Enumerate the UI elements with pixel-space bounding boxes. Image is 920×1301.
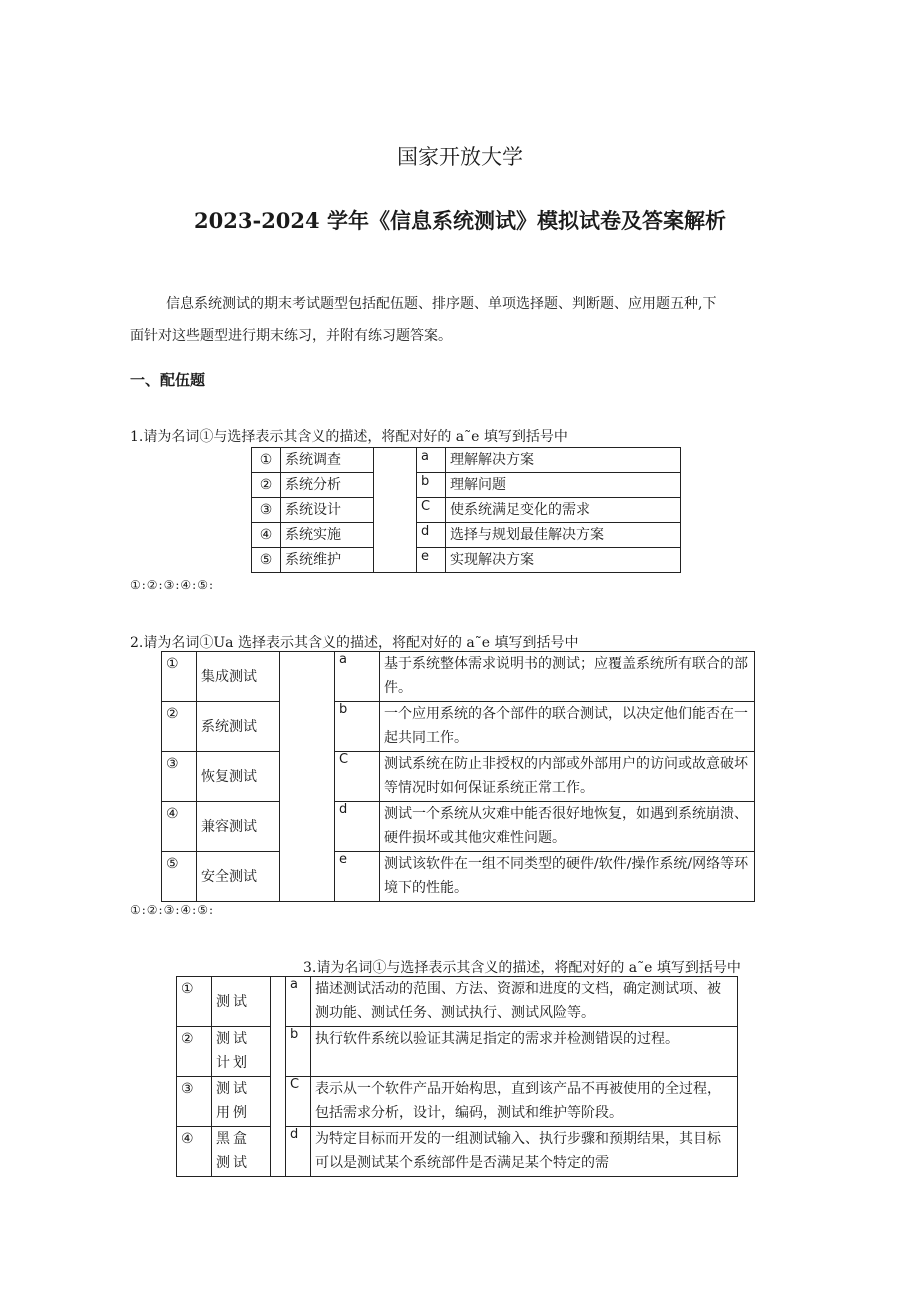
description-cell: 执行软件系统以验证其满足指定的需求并检测错误的过程。 — [311, 1027, 738, 1077]
term-text: 测试用例 — [216, 1081, 250, 1121]
option-letter: C — [286, 1077, 311, 1127]
item-number: ② — [252, 473, 281, 498]
description-cell: 使系统满足变化的需求 — [446, 498, 681, 523]
intro-line-2: 面针对这些题型进行期末练习，并附有练习题答案。 — [130, 328, 452, 344]
term-cell: 兼容测试 — [197, 802, 280, 852]
answer-gap — [374, 523, 417, 548]
description-cell: 实现解决方案 — [446, 548, 681, 573]
option-letter: d — [335, 802, 380, 852]
term-text: 测试 — [216, 993, 250, 1010]
option-letter: a — [286, 977, 311, 1027]
description-cell: 基于系统整体需求说明书的测试；应覆盖系统所有联合的部件。 — [380, 652, 755, 702]
item-number: ⑤ — [252, 548, 281, 573]
option-letter: b — [286, 1027, 311, 1077]
table-row — [177, 1127, 738, 1177]
option-letter: d — [286, 1127, 311, 1177]
description-cell: 描述测试活动的范围、方法、资源和进度的文档，确定测试项、被测功能、测试任务、测试执行、测试风险等。 — [311, 977, 738, 1027]
item-number: ② — [162, 702, 197, 752]
item-number: ④ — [162, 802, 197, 852]
answer-gap — [271, 977, 286, 1177]
table-row — [252, 498, 681, 523]
item-number: ① — [162, 652, 197, 702]
term-cell: 系统调查 — [281, 448, 374, 473]
description-cell: 为特定目标而开发的一组测试输入、执行步骤和预期结果，其目标可以是测试某个系统部件是否满足某个特定的需 — [311, 1127, 738, 1177]
question-1-table — [251, 447, 681, 573]
term-cell: 恢复测试 — [197, 752, 280, 802]
description-cell: 一个应用系统的各个部件的联合测试，以决定他们能否在一起共同工作。 — [380, 702, 755, 752]
item-number: ① — [177, 977, 212, 1027]
term-cell: 系统实施 — [281, 523, 374, 548]
question-2-prompt: 2.请为名词①Ua 选择表示其含义的描述，将配对好的 a˜e 填写到括号中 — [130, 635, 579, 651]
term-cell: 安全测试 — [197, 852, 280, 902]
term-cell: 系统测试 — [197, 702, 280, 752]
description-cell: 理解问题 — [446, 473, 681, 498]
exam-title: 2023-2024 学年《信息系统测试》模拟试卷及答案解析 — [194, 208, 726, 233]
option-letter: e — [335, 852, 380, 902]
option-letter: C — [417, 498, 446, 523]
question-2-table — [161, 651, 755, 902]
term-cell: 系统分析 — [281, 473, 374, 498]
answer-gap — [374, 548, 417, 573]
table-row — [252, 473, 681, 498]
answer-gap — [280, 652, 335, 902]
description-cell: 理解解决方案 — [446, 448, 681, 473]
option-letter: a — [417, 448, 446, 473]
term-cell: 系统维护 — [281, 548, 374, 573]
term-cell: 集成测试 — [197, 652, 280, 702]
answer-gap — [374, 473, 417, 498]
intro-paragraph — [130, 288, 780, 352]
term-text: 测试计划 — [216, 1031, 250, 1071]
table-row — [162, 702, 755, 752]
table-row — [252, 548, 681, 573]
option-letter: d — [417, 523, 446, 548]
intro-line-1: 信息系统测试的期末考试题型包括配伍题、排序题、单项选择题、判断题、应用题五种,下 — [166, 296, 717, 312]
option-letter: b — [417, 473, 446, 498]
question-3-table — [176, 976, 738, 1177]
answer-gap — [374, 448, 417, 473]
term-text: 黑盒测试 — [216, 1131, 250, 1171]
question-3-prompt: 3.请为名词①与选择表示其含义的描述，将配对好的 a˜e 填写到括号中 — [303, 960, 741, 976]
question-1-prompt: 1.请为名词①与选择表示其含义的描述，将配对好的 a˜e 填写到括号中 — [130, 429, 568, 445]
term-cell — [212, 1127, 271, 1177]
description-cell: 测试系统在防止非授权的内部或外部用户的访问或故意破坏等情况时如何保证系统正常工作。 — [380, 752, 755, 802]
question-1-answers: ①:②:③:④:⑤: — [130, 578, 215, 592]
term-cell — [212, 1077, 271, 1127]
description-cell: 测试该软件在一组不同类型的硬件/软件/操作系统/网络等环境下的性能。 — [380, 852, 755, 902]
item-number: ④ — [177, 1127, 212, 1177]
table-row — [252, 448, 681, 473]
item-number: ③ — [252, 498, 281, 523]
university-title: 国家开放大学 — [397, 145, 523, 169]
answer-gap — [374, 498, 417, 523]
item-number: ④ — [252, 523, 281, 548]
description-cell: 表示从一个软件产品开始构思，直到该产品不再被使用的全过程，包括需求分析，设计，编码，测试和维护等阶段。 — [311, 1077, 738, 1127]
table-row — [162, 752, 755, 802]
term-cell: 系统设计 — [281, 498, 374, 523]
section-heading-matching: 一、配伍题 — [130, 371, 206, 389]
description-cell: 测试一个系统从灾难中能否很好地恢复，如遇到系统崩溃、硬件损坏或其他灾难性问题。 — [380, 802, 755, 852]
item-number: ③ — [162, 752, 197, 802]
table-row — [162, 852, 755, 902]
option-letter: e — [417, 548, 446, 573]
term-cell — [212, 1027, 271, 1077]
item-number: ③ — [177, 1077, 212, 1127]
table-row — [177, 1077, 738, 1127]
item-number: ① — [252, 448, 281, 473]
item-number: ⑤ — [162, 852, 197, 902]
table-row — [162, 802, 755, 852]
table-row — [162, 652, 755, 702]
description-cell: 选择与规划最佳解决方案 — [446, 523, 681, 548]
table-row — [177, 1027, 738, 1077]
option-letter: b — [335, 702, 380, 752]
question-2-answers: ①:②:③:④:⑤: — [130, 903, 215, 917]
option-letter: C — [335, 752, 380, 802]
table-row — [177, 977, 738, 1027]
term-cell — [212, 977, 271, 1027]
item-number: ② — [177, 1027, 212, 1077]
option-letter: a — [335, 652, 380, 702]
table-row — [252, 523, 681, 548]
